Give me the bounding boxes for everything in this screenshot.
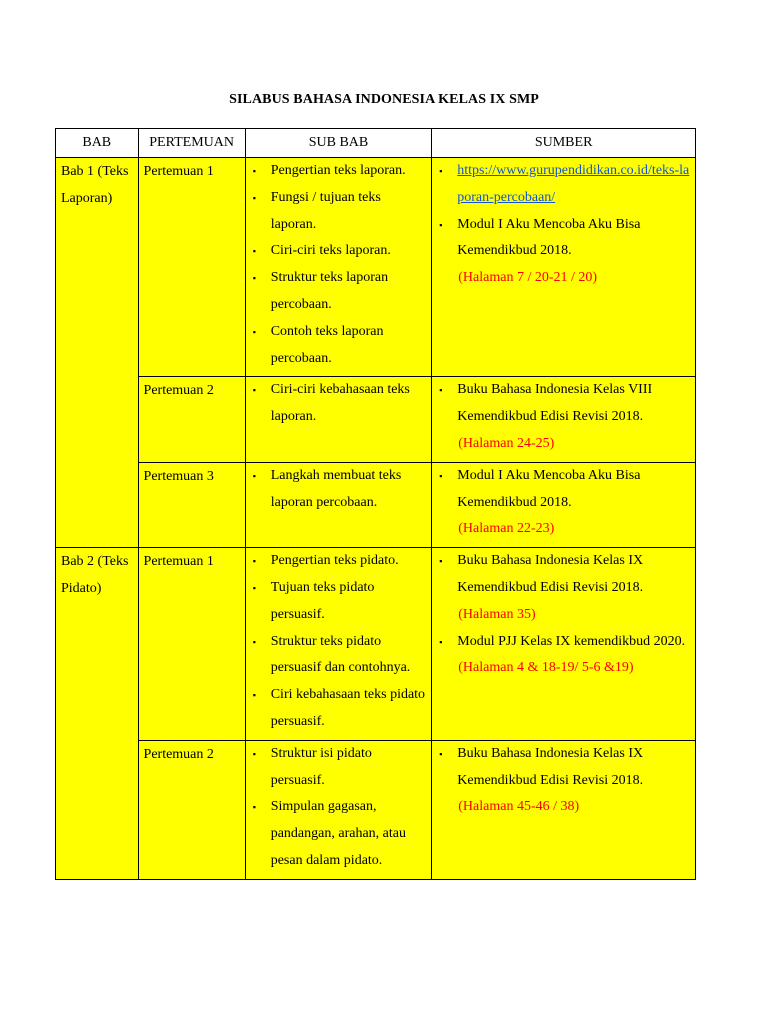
sub-bab-text: Struktur isi pidato persuasif. xyxy=(270,745,372,788)
list-item xyxy=(437,463,690,543)
pertemuan-cell xyxy=(138,462,245,547)
sumber-list xyxy=(437,377,690,457)
sub-bab-text: Struktur teks laporan percobaan. xyxy=(270,270,389,312)
list-item xyxy=(437,212,690,292)
square-bullet-icon: ▪ xyxy=(439,748,443,759)
sub-bab-text: Ciri-ciri kebahasaan teks laporan. xyxy=(270,382,410,425)
source-text: Buku Bahasa Indonesia Kelas IX Kemendikbud Edisi Revisi 2018. xyxy=(457,553,644,595)
header-sumber: SUMBER xyxy=(432,129,696,158)
syllabus-table xyxy=(55,128,696,880)
sub-bab-text: Struktur teks pidato persuasif dan contohnya. xyxy=(270,633,411,676)
list-item xyxy=(251,463,427,517)
source-text: Buku Bahasa Indonesia Kelas IX Kemendikbud Edisi Revisi 2018. xyxy=(457,745,644,788)
list-item xyxy=(437,158,690,212)
sumber-list xyxy=(437,548,690,682)
sub-bab-list xyxy=(251,548,427,736)
square-bullet-icon: ▪ xyxy=(439,470,443,481)
list-item xyxy=(251,377,427,431)
square-bullet-icon: ▪ xyxy=(252,470,256,481)
square-bullet-icon: ▪ xyxy=(252,166,256,176)
sumber-list xyxy=(437,158,690,292)
square-bullet-icon: ▪ xyxy=(439,219,443,230)
sub-bab-text: Fungsi / tujuan teks laporan. xyxy=(270,189,381,232)
pertemuan-label: Pertemuan 2 xyxy=(143,383,214,399)
source-text: Buku Bahasa Indonesia Kelas VIII Kemendikbud Edisi Revisi 2018. xyxy=(457,382,653,425)
bab-cell xyxy=(56,548,139,880)
source-link[interactable]: https://www.gurupendidikan.co.id/teks-laporan-percobaan/ xyxy=(457,163,690,205)
table-row xyxy=(56,548,696,741)
table-body xyxy=(56,158,696,880)
sub-bab-text: Simpulan gagasan, pandangan, arahan, atau pesan dalam pidato. xyxy=(270,799,406,868)
header-bab: BAB xyxy=(56,129,139,158)
header-sub-bab: SUB BAB xyxy=(245,129,432,158)
pertemuan-cell xyxy=(138,740,245,879)
list-item xyxy=(251,794,427,874)
header-pertemuan: PERTEMUAN xyxy=(138,129,245,158)
sub-bab-text: Pengertian teks pidato. xyxy=(270,553,399,569)
page-reference: (Halaman 7 / 20-21 / 20) xyxy=(458,270,598,286)
square-bullet-icon: ▪ xyxy=(439,166,443,176)
square-bullet-icon: ▪ xyxy=(252,385,256,396)
source-text: Modul PJJ Kelas IX kemendikbud 2020. xyxy=(457,633,686,649)
source-text: Modul I Aku Mencoba Aku Bisa Kemendikbud 2018. xyxy=(457,216,641,259)
sub-bab-list xyxy=(251,377,427,431)
square-bullet-icon: ▪ xyxy=(252,556,256,567)
table-row xyxy=(56,377,696,462)
bab-label: Bab 2 (Teks Pidato) xyxy=(61,554,129,596)
square-bullet-icon: ▪ xyxy=(252,802,256,813)
sub-bab-list xyxy=(251,741,427,875)
square-bullet-icon: ▪ xyxy=(439,636,443,647)
table-row xyxy=(56,462,696,547)
sumber-cell xyxy=(432,158,696,377)
sub-bab-text: Contoh teks laporan percobaan. xyxy=(270,323,384,366)
source-text: Modul I Aku Mencoba Aku Bisa Kemendikbud 2018. xyxy=(457,467,641,510)
square-bullet-icon: ▪ xyxy=(252,326,256,337)
square-bullet-icon: ▪ xyxy=(252,690,256,701)
sumber-list xyxy=(437,741,690,821)
sumber-cell xyxy=(432,740,696,879)
list-item xyxy=(251,265,427,319)
sub-bab-cell xyxy=(245,377,432,462)
sub-bab-list xyxy=(251,158,427,372)
sub-bab-text: Ciri-ciri teks laporan. xyxy=(270,243,391,259)
list-item xyxy=(437,629,690,683)
page-reference: (Halaman 4 & 18-19/ 5-6 &19) xyxy=(458,660,634,676)
bab-label: Bab 1 (Teks Laporan) xyxy=(61,164,129,206)
list-item xyxy=(251,158,427,185)
square-bullet-icon: ▪ xyxy=(252,246,256,257)
square-bullet-icon: ▪ xyxy=(252,273,256,284)
page-reference: (Halaman 24-25) xyxy=(458,435,555,451)
page-reference: (Halaman 35) xyxy=(458,606,536,622)
table-row xyxy=(56,158,696,377)
list-item xyxy=(251,682,427,736)
sub-bab-text: Tujuan teks pidato persuasif. xyxy=(270,579,375,622)
page-reference: (Halaman 45-46 / 38) xyxy=(458,799,580,815)
square-bullet-icon: ▪ xyxy=(439,385,443,396)
page-reference: (Halaman 22-23) xyxy=(458,521,555,537)
list-item xyxy=(437,741,690,821)
list-item xyxy=(251,741,427,795)
bab-cell xyxy=(56,158,139,548)
square-bullet-icon: ▪ xyxy=(252,192,256,203)
pertemuan-cell xyxy=(138,377,245,462)
sub-bab-text: Langkah membuat teks laporan percobaan. xyxy=(270,467,402,510)
square-bullet-icon: ▪ xyxy=(252,636,256,647)
sub-bab-cell xyxy=(245,158,432,377)
sub-bab-cell xyxy=(245,740,432,879)
sub-bab-text: Pengertian teks laporan. xyxy=(270,163,406,178)
page-title: SILABUS BAHASA INDONESIA KELAS IX SMP xyxy=(229,92,539,107)
list-item xyxy=(251,185,427,239)
sumber-cell xyxy=(432,462,696,547)
list-item xyxy=(251,319,427,373)
sumber-cell xyxy=(432,548,696,741)
list-item xyxy=(251,629,427,683)
list-item xyxy=(251,575,427,629)
pertemuan-cell xyxy=(138,158,245,377)
pertemuan-label: Pertemuan 2 xyxy=(143,746,214,762)
square-bullet-icon: ▪ xyxy=(439,556,443,567)
pertemuan-cell xyxy=(138,548,245,741)
sub-bab-cell xyxy=(245,462,432,547)
square-bullet-icon: ▪ xyxy=(252,748,256,759)
pertemuan-label: Pertemuan 3 xyxy=(143,468,214,484)
sumber-list xyxy=(437,463,690,543)
header-row xyxy=(56,129,696,158)
list-item xyxy=(437,377,690,457)
pertemuan-label: Pertemuan 1 xyxy=(143,554,214,570)
list-item xyxy=(437,548,690,628)
sub-bab-text: Ciri kebahasaan teks pidato persuasif. xyxy=(270,687,426,729)
sub-bab-list xyxy=(251,463,427,517)
list-item xyxy=(251,548,427,575)
table-row xyxy=(56,740,696,879)
pertemuan-label: Pertemuan 1 xyxy=(143,164,214,179)
sumber-cell xyxy=(432,377,696,462)
square-bullet-icon: ▪ xyxy=(252,582,256,593)
sub-bab-cell xyxy=(245,548,432,741)
list-item xyxy=(251,238,427,265)
